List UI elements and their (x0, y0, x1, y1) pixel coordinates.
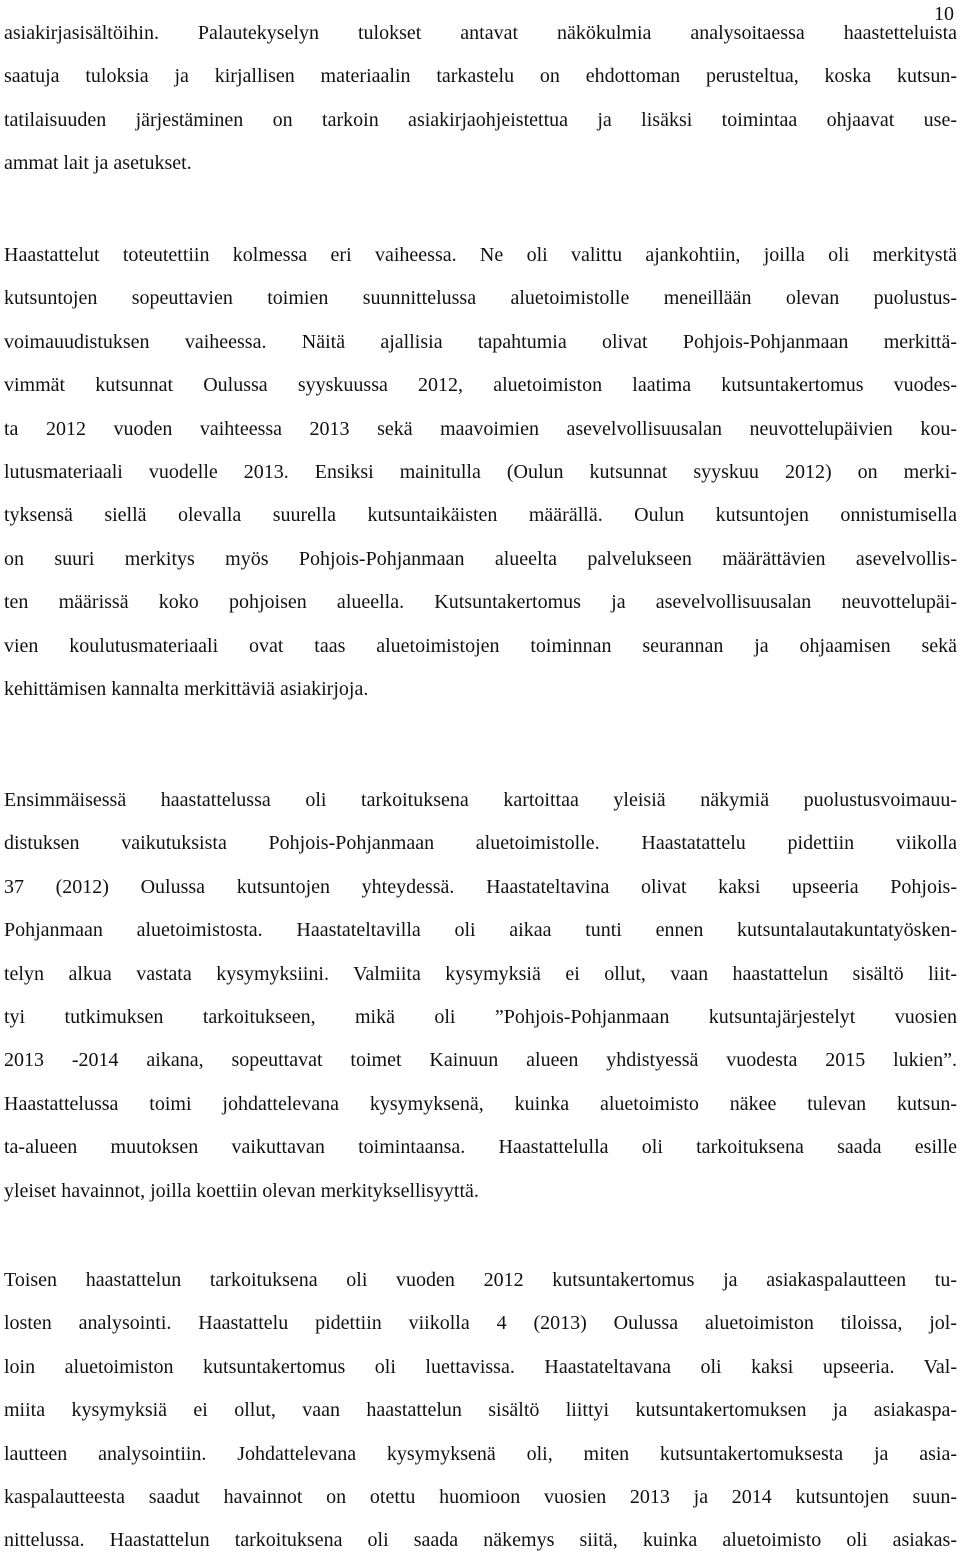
text-line: kehittämisen kannalta merkittäviä asiakirjoja. (4, 678, 369, 701)
text-line: 2013 -2014 aikana, sopeuttavat toimet Kainuun alueen yhdistyessä vuodesta 2015 lukien”. (4, 1049, 957, 1072)
text-line: ten määrissä koko pohjoisen alueella. Kutsuntakertomus ja asevelvollisuusalan neuvottelupäi- (4, 591, 957, 614)
text-line: Pohjanmaan aluetoimistosta. Haastateltavilla oli aikaa tunti ennen kutsuntalautakuntatyösken- (4, 919, 957, 942)
text-line: loin aluetoimiston kutsuntakertomus oli luettavissa. Haastateltavana oli kaksi upseeria. Val- (4, 1355, 957, 1378)
text-line: kutsuntojen sopeuttavien toimien suunnittelussa aluetoimistolle meneillään olevan puolustus- (4, 287, 957, 310)
text-line: saatuja tuloksia ja kirjallisen materiaalin tarkastelu on ehdottoman perusteltua, koska kutsun- (4, 65, 957, 88)
page-number: 10 (934, 3, 954, 25)
text-line: losten analysointi. Haastattelu pidettiin viikolla 4 (2013) Oulussa aluetoimiston tiloissa, jol- (4, 1312, 957, 1335)
text-line: 37 (2012) Oulussa kutsuntojen yhteydessä. Haastateltavina olivat kaksi upseeria Pohjois- (4, 875, 957, 898)
text-line: Toisen haastattelun tarkoituksena oli vuoden 2012 kutsuntakertomus ja asiakaspalautteen tu- (4, 1269, 957, 1291)
text-line: ta-alueen muutoksen vaikuttavan toimintaansa. Haastattelulla oli tarkoituksena saada esille (4, 1136, 957, 1159)
text-line: lautteen analysointiin. Johdattelevana kysymyksenä oli, miten kutsuntakertomuksesta ja asia- (4, 1442, 957, 1465)
text-line: telyn alkua vastata kysymyksiini. Valmiita kysymyksiä ei ollut, vaan haastattelun sisältö liit- (4, 962, 957, 985)
text-line: vien koulutusmateriaali ovat taas aluetoimistojen toiminnan seurannan ja ohjaamisen sekä (4, 634, 957, 657)
text-line: tatilaisuuden järjestäminen on tarkoin asiakirjaohjeistettua ja lisäksi toimintaa ohjaavat use- (4, 108, 957, 131)
text-line: ta 2012 vuoden vaihteessa 2013 sekä maavoimien asevelvollisuusalan neuvottelupäivien kou- (4, 417, 957, 440)
paragraph-3 (4, 779, 957, 1213)
text-line: kaspalautteesta saadut havainnot on otettu huomioon vuosien 2013 ja 2014 kutsuntojen suun- (4, 1486, 957, 1509)
text-line: nittelussa. Haastattelun tarkoituksena oli saada näkemys siitä, kuinka aluetoimisto oli asiakas- (4, 1529, 957, 1552)
text-line: voimauudistuksen vaiheessa. Näitä ajallisia tapahtumia olivat Pohjois-Pohjanmaan merkittä- (4, 330, 957, 353)
text-line: yleiset havainnot, joilla koettiin olevan merkityksellisyyttä. (4, 1179, 479, 1202)
text-line: ammat lait ja asetukset. (4, 152, 192, 175)
text-line: asiakirjasisältöihin. Palautekyselyn tulokset antavat näkökulmia analysoitaessa haastetteluista (4, 22, 957, 44)
text-line: Haastattelut toteutettiin kolmessa eri vaiheessa. Ne oli valittu ajankohtiin, joilla oli merkitystä (4, 244, 957, 266)
paragraph-2 (4, 234, 957, 711)
text-line: on suuri merkitys myös Pohjois-Pohjanmaan alueelta palvelukseen määrättävien asevelvollis- (4, 547, 957, 570)
text-line: vimmät kutsunnat Oulussa syyskuussa 2012, aluetoimiston laatima kutsuntakertomus vuodes- (4, 374, 957, 397)
text-line: Ensimmäisessä haastattelussa oli tarkoituksena kartoittaa yleisiä näkymiä puolustusvoimauu- (4, 789, 957, 811)
text-line: tyi tutkimuksen tarkoitukseen, mikä oli ”Pohjois-Pohjanmaan kutsuntajärjestelyt vuosien (4, 1006, 957, 1029)
text-line: tyksensä siellä olevalla suurella kutsuntaikäisten määrällä. Oulun kutsuntojen onnistumisella (4, 504, 957, 527)
text-line: lutusmateriaali vuodelle 2013. Ensiksi mainitulla (Oulun kutsunnat syyskuu 2012) on merki- (4, 461, 957, 484)
text-line: miita kysymyksiä ei ollut, vaan haastattelun sisältö liittyi kutsuntakertomuksen ja asiakaspa- (4, 1399, 957, 1422)
paragraph-4 (4, 1259, 957, 1563)
text-line: distuksen vaikutuksista Pohjois-Pohjanmaan aluetoimistolle. Haastatattelu pidettiin viikolla (4, 832, 957, 855)
paragraph-1 (4, 12, 957, 186)
text-line: Haastattelussa toimi johdattelevana kysymyksenä, kuinka aluetoimisto näkee tulevan kutsun- (4, 1092, 957, 1115)
